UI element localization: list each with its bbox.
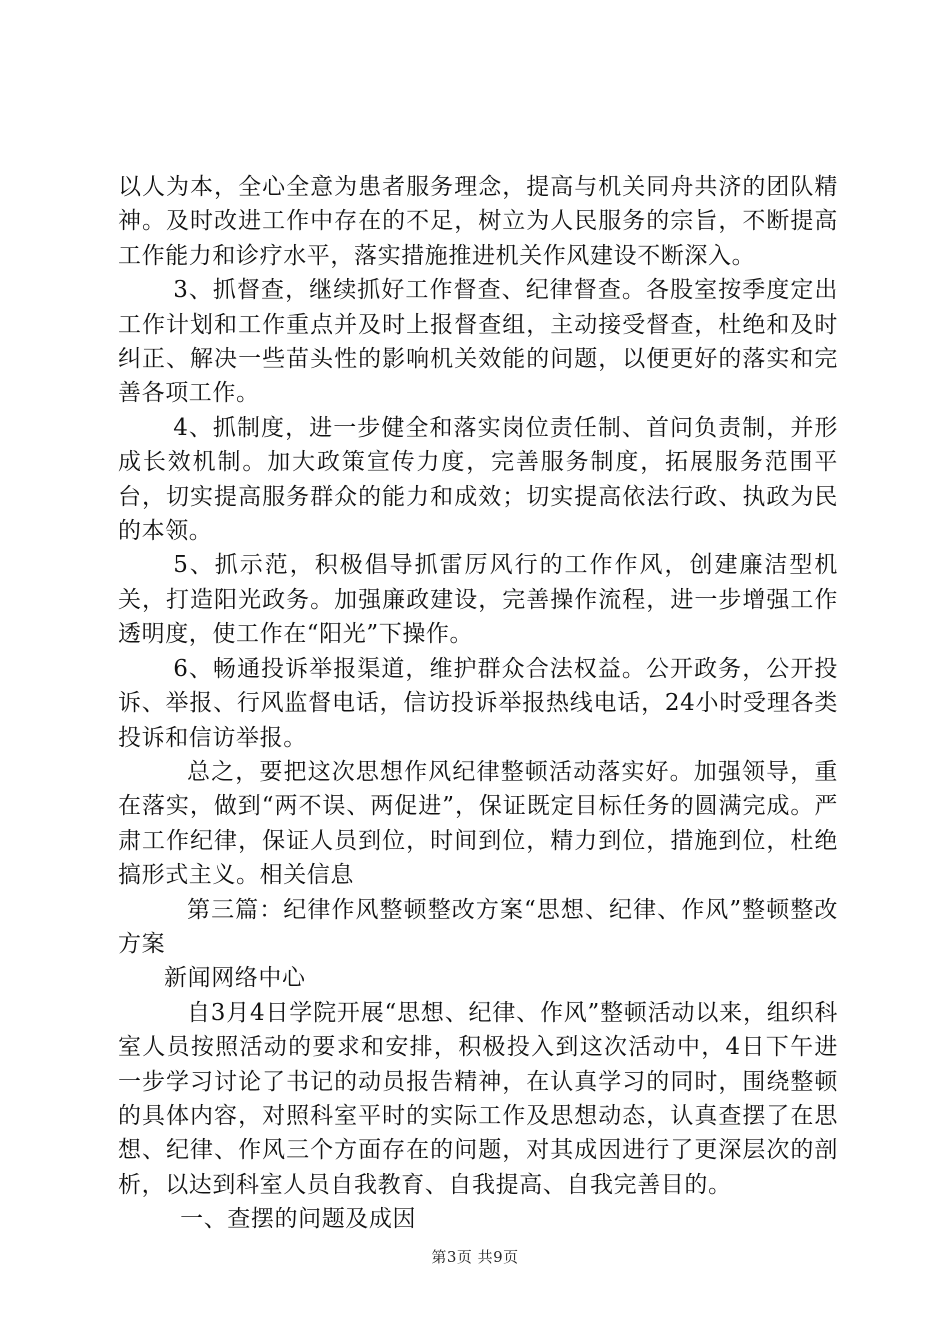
section-heading: 第三篇：纪律作风整顿整改方案“思想、纪律、作风”整顿整改方案 [118,896,838,957]
paragraph-item-4: 4、抓制度，进一步健全和落实岗位责任制、首问负责制，并形成长效机制。加大政策宣传力度，完善服务制度，拓展服务范围平台，切实提高服务群众的能力和成效；切实提高依法行政、执政为民的本领。 [118,414,838,545]
paragraph-item-5: 5、抓示范，积极倡导抓雷厉风行的工作作风，创建廉洁型机关，打造阳光政务。加强廉政建设，完善操作流程，进一步增强工作透明度，使工作在“阳光”下操作。 [118,552,838,648]
paragraph-item-6: 6、畅通投诉举报渠道，维护群众合法权益。公开政务，公开投诉、举报、行风监督电话，信访投诉举报热线电话，24小时受理各类投诉和信访举报。 [118,655,838,751]
paragraph-item-3: 3、抓督查，继续抓好工作督查、纪律督查。各股室按季度定出工作计划和工作重点并及时上报督查组，主动接受督查，杜绝和及时纠正、解决一些苗头性的影响机关效能的问题，以便更好的落实和完善各项工作。 [118,277,838,407]
paragraph-summary: 总之，要把这次思想作风纪律整顿活动落实好。加强领导，重在落实，做到“两不误、两促进”，保证既定目标任务的圆满完成。严肃工作纪律，保证人员到位，时间到位，精力到位，措施到位，杜绝搞形式主义。相关信息 [118,758,838,889]
document-body [118,170,838,1237]
paragraph-intro: 自3月4日学院开展“思想、纪律、作风”整顿活动以来，组织科室人员按照活动的要求和安排，积极投入到这次活动中，4日下午进一步学习讨论了书记的动员报告精神，在认真学习的同时，围绕整顿的具体内容，对照科室平时的实际工作及思想动态，认真查摆了在思想、纪律、作风三个方面存在的问题，对其成因进行了更深层次的剖析，以达到科室人员自我教育、自我提高、自我完善目的。 [118,999,838,1198]
subsection-heading: 一、查摆的问题及成因 [180,1206,417,1233]
department-name: 新闻网络中心 [164,965,306,992]
page-number-footer: 第3页 共9页 [431,1248,519,1266]
paragraph-continuation: 以人为本，全心全意为患者服务理念，提高与机关同舟共济的团队精神。及时改进工作中存在的不足，树立为人民服务的宗旨，不断提高工作能力和诊疗水平，落实措施推进机关作风建设不断深入。 [118,174,838,269]
